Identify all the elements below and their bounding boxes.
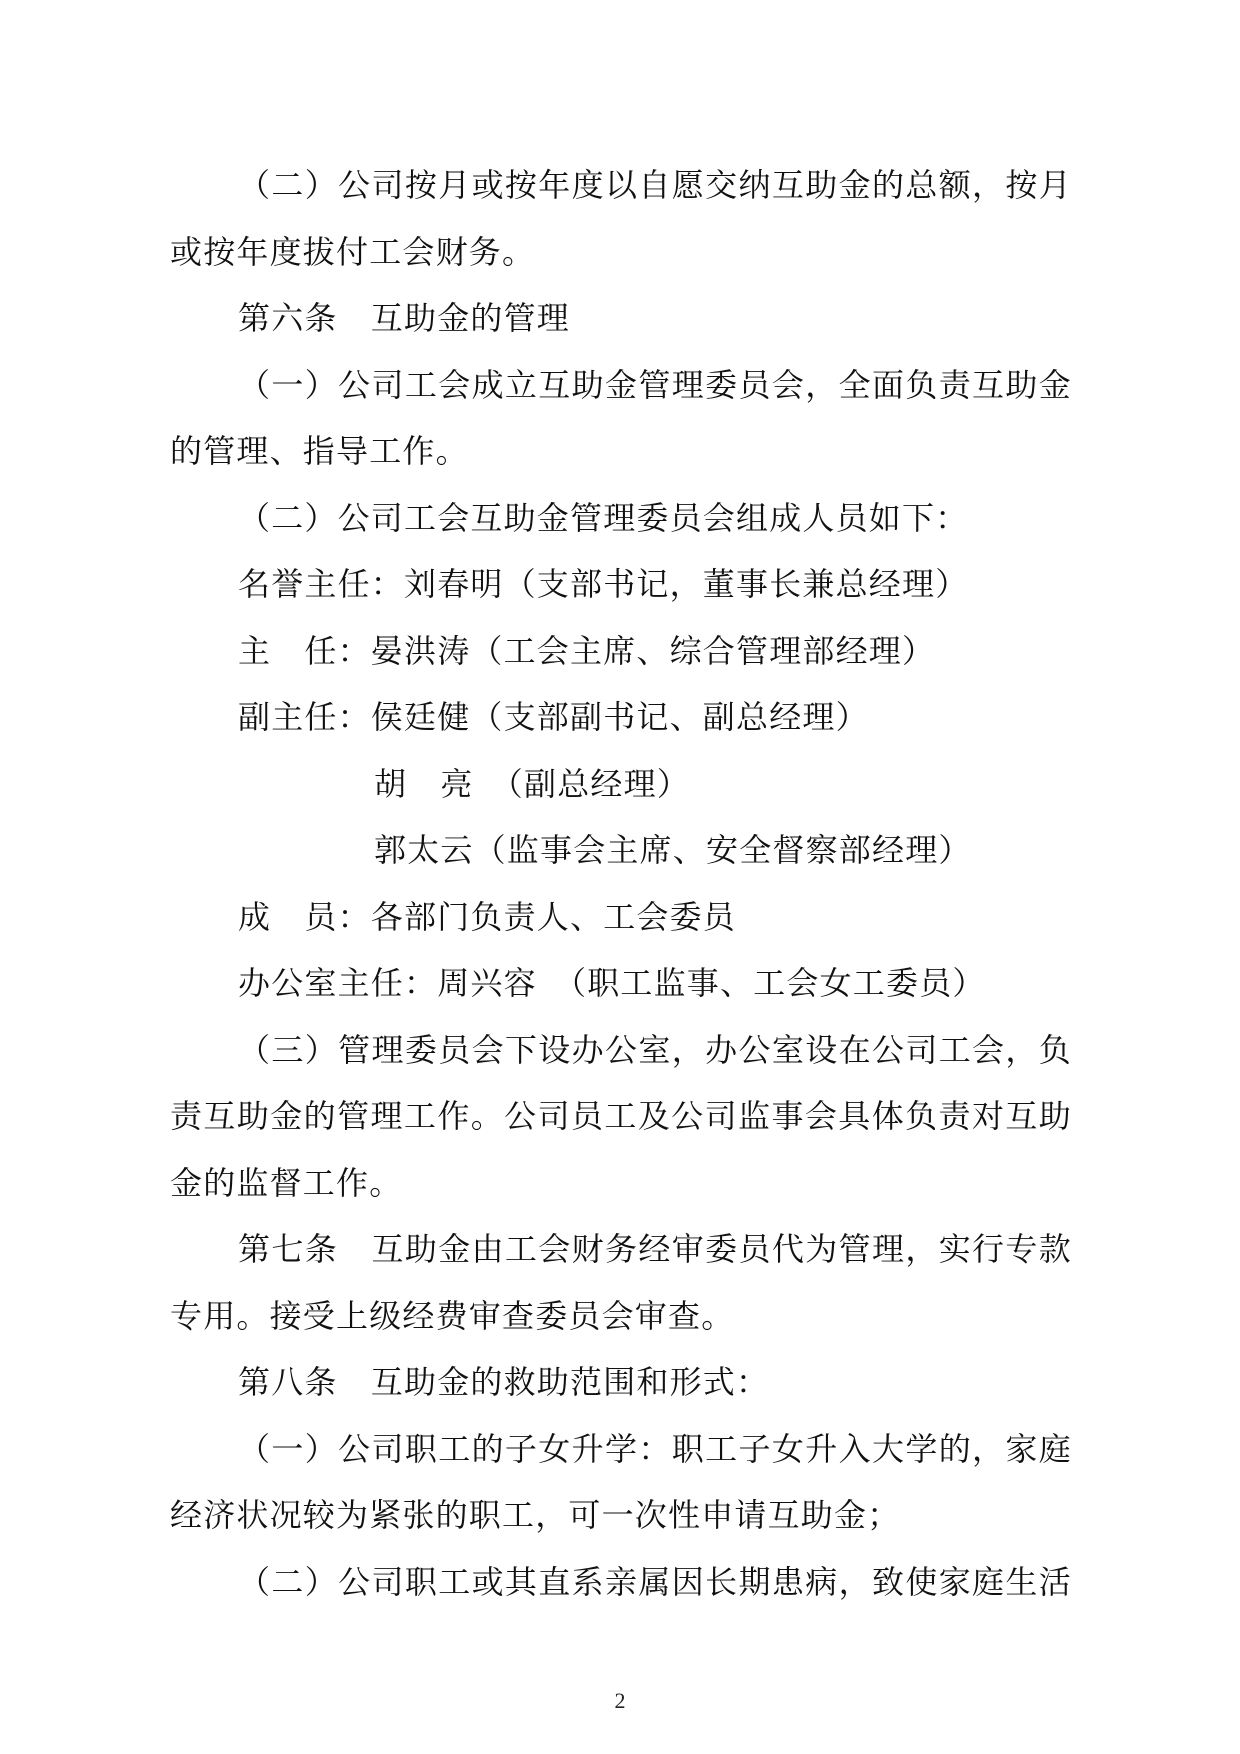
- committee-deputy-director-2: 胡 亮 （副总经理）: [374, 764, 691, 803]
- text-line-5: 的管理、指导工作。: [170, 432, 469, 470]
- document-body: [170, 152, 1072, 1615]
- text-line-22: （二）公司职工或其直系亲属因长期患病，致使家庭生活: [238, 1562, 1072, 1601]
- page-number: 2: [614, 1688, 626, 1713]
- text-line-15: 责互助金的管理工作。公司员工及公司监事会具体负责对互助: [170, 1097, 1072, 1135]
- text-line-21: 经济状况较为紧张的职工，可一次性申请互助金；: [170, 1496, 901, 1534]
- text-line-4: （一）公司工会成立互助金管理委员会，全面负责互助金: [238, 365, 1072, 404]
- committee-members: 成 员：各部门负责人、工会委员: [238, 897, 737, 936]
- text-line-16: 金的监督工作。: [170, 1163, 403, 1202]
- committee-deputy-director-1: 副主任：侯廷健（支部副书记、副总经理）: [238, 698, 869, 736]
- article-7-line-2: 专用。接受上级经费审查委员会审查。: [170, 1296, 735, 1335]
- committee-deputy-director-3: 郭太云（监事会主席、安全督察部经理）: [374, 831, 972, 869]
- text-line-6: （二）公司工会互助金管理委员会组成人员如下：: [238, 498, 969, 537]
- text-line-1: （二）公司按月或按年度以自愿交纳互助金的总额，按月: [238, 166, 1072, 204]
- article-6-heading: 第六条 互助金的管理: [238, 299, 571, 337]
- committee-office-director: 办公室主任：周兴容 （职工监事、工会女工委员）: [238, 964, 986, 1002]
- committee-honorary-director: 名誉主任：刘春明（支部书记，董事长兼总经理）: [238, 565, 969, 603]
- text-line-2: 或按年度拔付工会财务。: [170, 232, 536, 271]
- committee-director: 主 任：晏洪涛（工会主席、综合管理部经理）: [238, 631, 936, 670]
- article-8-heading: 第八条 互助金的救助范围和形式：: [238, 1363, 770, 1401]
- text-line-20: （一）公司职工的子女升学：职工子女升入大学的，家庭: [238, 1429, 1072, 1468]
- text-line-14: （三）管理委员会下设办公室，办公室设在公司工会，负: [238, 1030, 1072, 1069]
- article-7-line-1: 第七条 互助金由工会财务经审委员代为管理，实行专款: [238, 1230, 1072, 1268]
